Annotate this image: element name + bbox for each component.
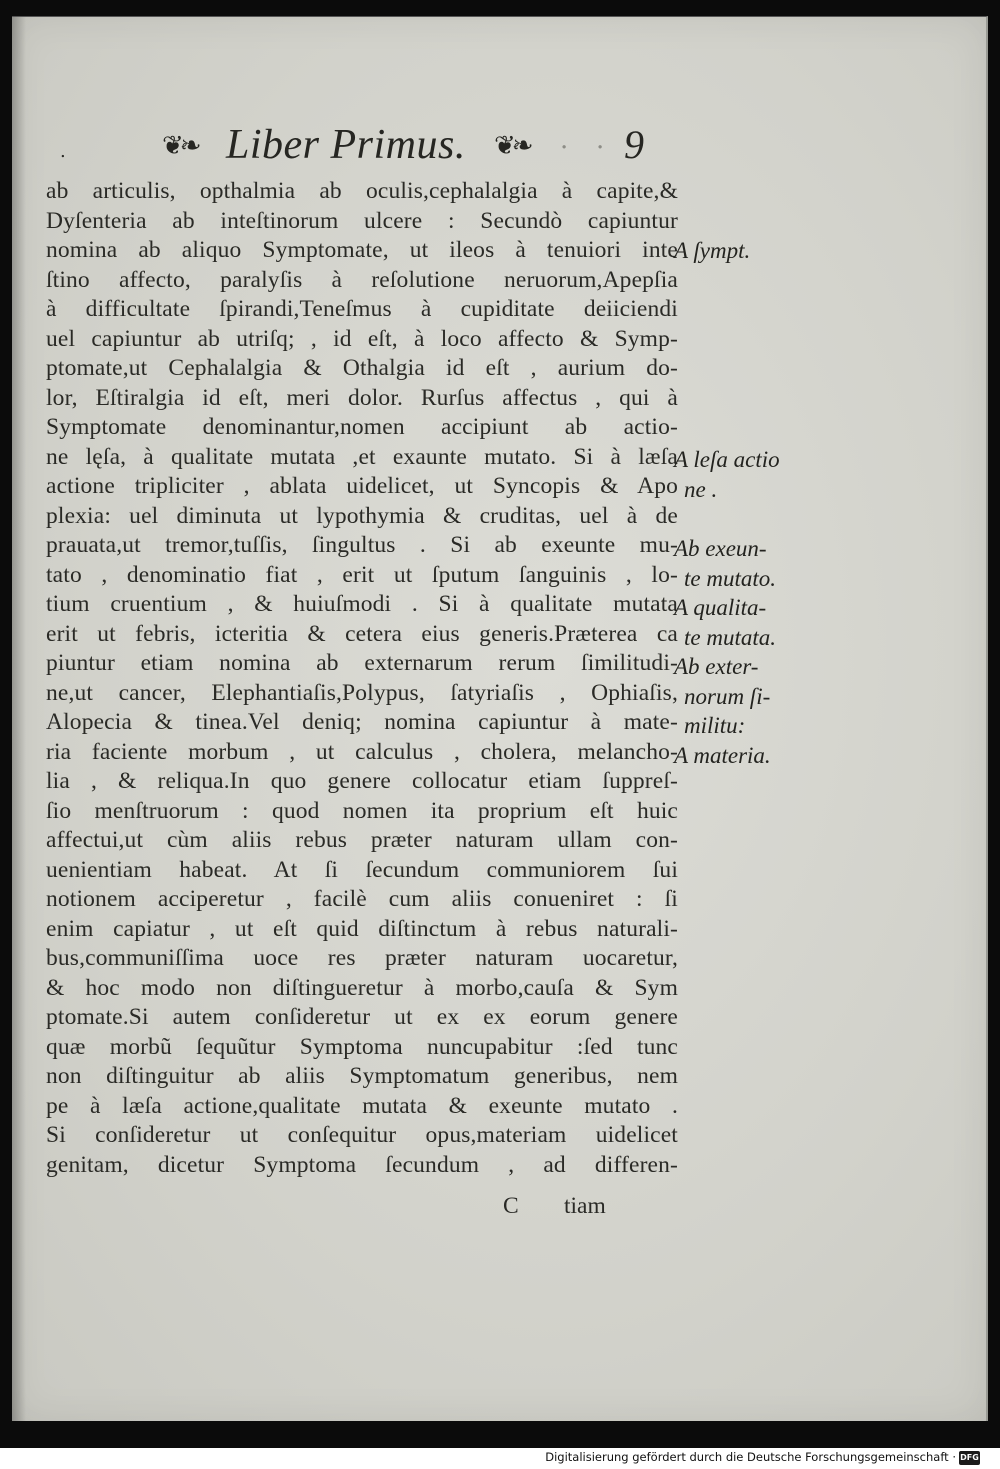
funding-note: Digitalisierung gefördert durch die Deutsche Forschungsgemeinschaft · (545, 1450, 956, 1464)
margin-note-line: A ſympt. (674, 238, 751, 263)
margin-note-line: norum ſi- (684, 683, 771, 709)
text-line: Dyſenteria ab inteſtinorum ulcere : Secundò capiuntur (46, 207, 678, 234)
text-line: Si conſideretur ut conſequitur opus,materiam uidelicet (46, 1122, 678, 1148)
text-line: quæ morbũ ſequũtur Symptoma nuncupabitur :ſed tunc (46, 1033, 678, 1060)
page-header (12, 123, 986, 179)
text-line: pe à læſa actione,qualitate mutata & exeunte mutato . (46, 1092, 678, 1119)
text-line: piuntur etiam nomina ab externarum rerum ſimilitudi- (46, 650, 678, 676)
text-line: à difficultate ſpirandi,Teneſmus à cupiditate deiiciendi (46, 296, 678, 322)
spine-shadow (12, 17, 26, 1421)
page-number: 9 (624, 122, 644, 167)
text-line: lor, Eſtiralgia id eſt, meri dolor. Rurſus affectus , qui à (46, 384, 678, 411)
text-line: erit ut febris, icteritia & cetera eius generis.Præterea ca (46, 620, 678, 647)
text-line: non diſtinguitur ab aliis Symptomatum generibus, nem (46, 1063, 678, 1089)
ornament-right-icon: ❦❧ (494, 131, 530, 161)
margin-note-a-materia (674, 741, 771, 771)
text-line: uenientiam habeat. At ſi ſecundum communiorem ſui (46, 856, 678, 883)
running-title: Liber Primus. (226, 122, 466, 168)
text-line: tium cruentium , & huiuſmodi . Si à qualitate mutata (46, 591, 678, 617)
margin-note-line: Ab exter- (674, 654, 759, 679)
text-line: affectui,ut cùm aliis rebus præter naturam ullam con- (46, 827, 678, 853)
margin-note-a-lesa-actione (674, 445, 780, 504)
margin-note-line: ne . (684, 476, 718, 502)
text-line: Symptomate denominantur,nomen accipiunt ab actio- (46, 414, 678, 440)
margin-note-line: A leſa actio (674, 447, 780, 472)
text-line: ptomate.Si autem conſideretur ut ex ex eorum genere (46, 1004, 678, 1030)
text-line: ab articulis, opthalmia ab oculis,cephalalgia à capite,& (46, 178, 678, 204)
margin-note-line: A materia. (674, 743, 771, 768)
ornament-left-icon: ❦❧ (162, 131, 198, 161)
text-line: ne,ut cancer, Elephantiaſis,Polypus, ſatyriaſis , Ophiaſis, (46, 679, 678, 706)
faded-mark-right: · (596, 133, 605, 163)
text-line: bus,communiſſima uoce res præter naturam uocaretur, (46, 945, 678, 971)
text-line: tato , denominatio fiat , erit ut ſputum ſanguinis , lo- (46, 561, 678, 588)
text-line: notionem acciperetur , facilè cum aliis conueniret : ſi (46, 886, 678, 912)
margin-note-a-qualitate-mutata (674, 593, 776, 652)
text-line: uel capiuntur ab utriſq; , id eſt, à loco affecto & Symp- (46, 325, 678, 352)
margin-note-line: Ab exeun- (674, 536, 767, 561)
margin-note-line: te mutato. (684, 565, 776, 591)
margin-note-ab-externorum (674, 652, 770, 741)
text-line: genitam, dicetur Symptoma ſecundum , ad differen- (46, 1151, 678, 1178)
text-line: plexia: uel diminuta ut lypothymia & cruditas, uel à de (46, 502, 678, 529)
text-line: enim capiatur , ut eſt quid diſtinctum à rebus naturali- (46, 915, 678, 942)
text-line: ne lęſa, à qualitate mutata ,et exaunte mutato. Si à læſa (46, 443, 678, 470)
text-line: ria faciente morbum , ut calculus , cholera, melancho- (46, 738, 678, 765)
margin-note-line: militu: (684, 713, 746, 738)
signature-mark: C (503, 1193, 519, 1219)
margin-note-line: te mutata. (684, 624, 776, 650)
book-page (12, 16, 988, 1421)
text-line: nomina ab aliquo Symptomate, ut ileos à tenuiori inte (46, 237, 678, 263)
dfg-logo-icon: DFG (959, 1451, 980, 1465)
faded-mark-left: · (560, 133, 569, 163)
text-line: actione tripliciter , ablata uidelicet, ut Syncopis & Apo (46, 473, 678, 499)
text-line: Alopecia & tinea.Vel deniq; nomina capiuntur à mate- (46, 709, 678, 735)
text-line: lia , & reliqua.In quo genere collocatur etiam ſuppreſ- (46, 768, 678, 794)
text-line: ſio menſtruorum : quod nomen ita proprium eſt huic (46, 797, 678, 824)
text-line: prauata,ut tremor,tuſſis, ſingultus . Si ab exeunte mu- (46, 532, 678, 558)
margin-note-a-sympt (674, 236, 750, 266)
text-line: & hoc modo non diſtingueretur à morbo,cauſa & Sym (46, 974, 678, 1001)
text-line: ſtino affecto, paralyſis à reſolutione neruorum,Apepſia (46, 266, 678, 293)
margin-note-ab-exeunte-mutato (674, 534, 776, 593)
catchword: tiam (564, 1193, 606, 1219)
text-line: ptomate,ut Cephalalgia & Othalgia id eſt , aurium do- (46, 355, 678, 381)
margin-note-line: A qualita- (674, 595, 767, 620)
footer-bar (0, 1448, 1000, 1469)
body-text (46, 177, 678, 1180)
header-dot: . (60, 141, 66, 162)
